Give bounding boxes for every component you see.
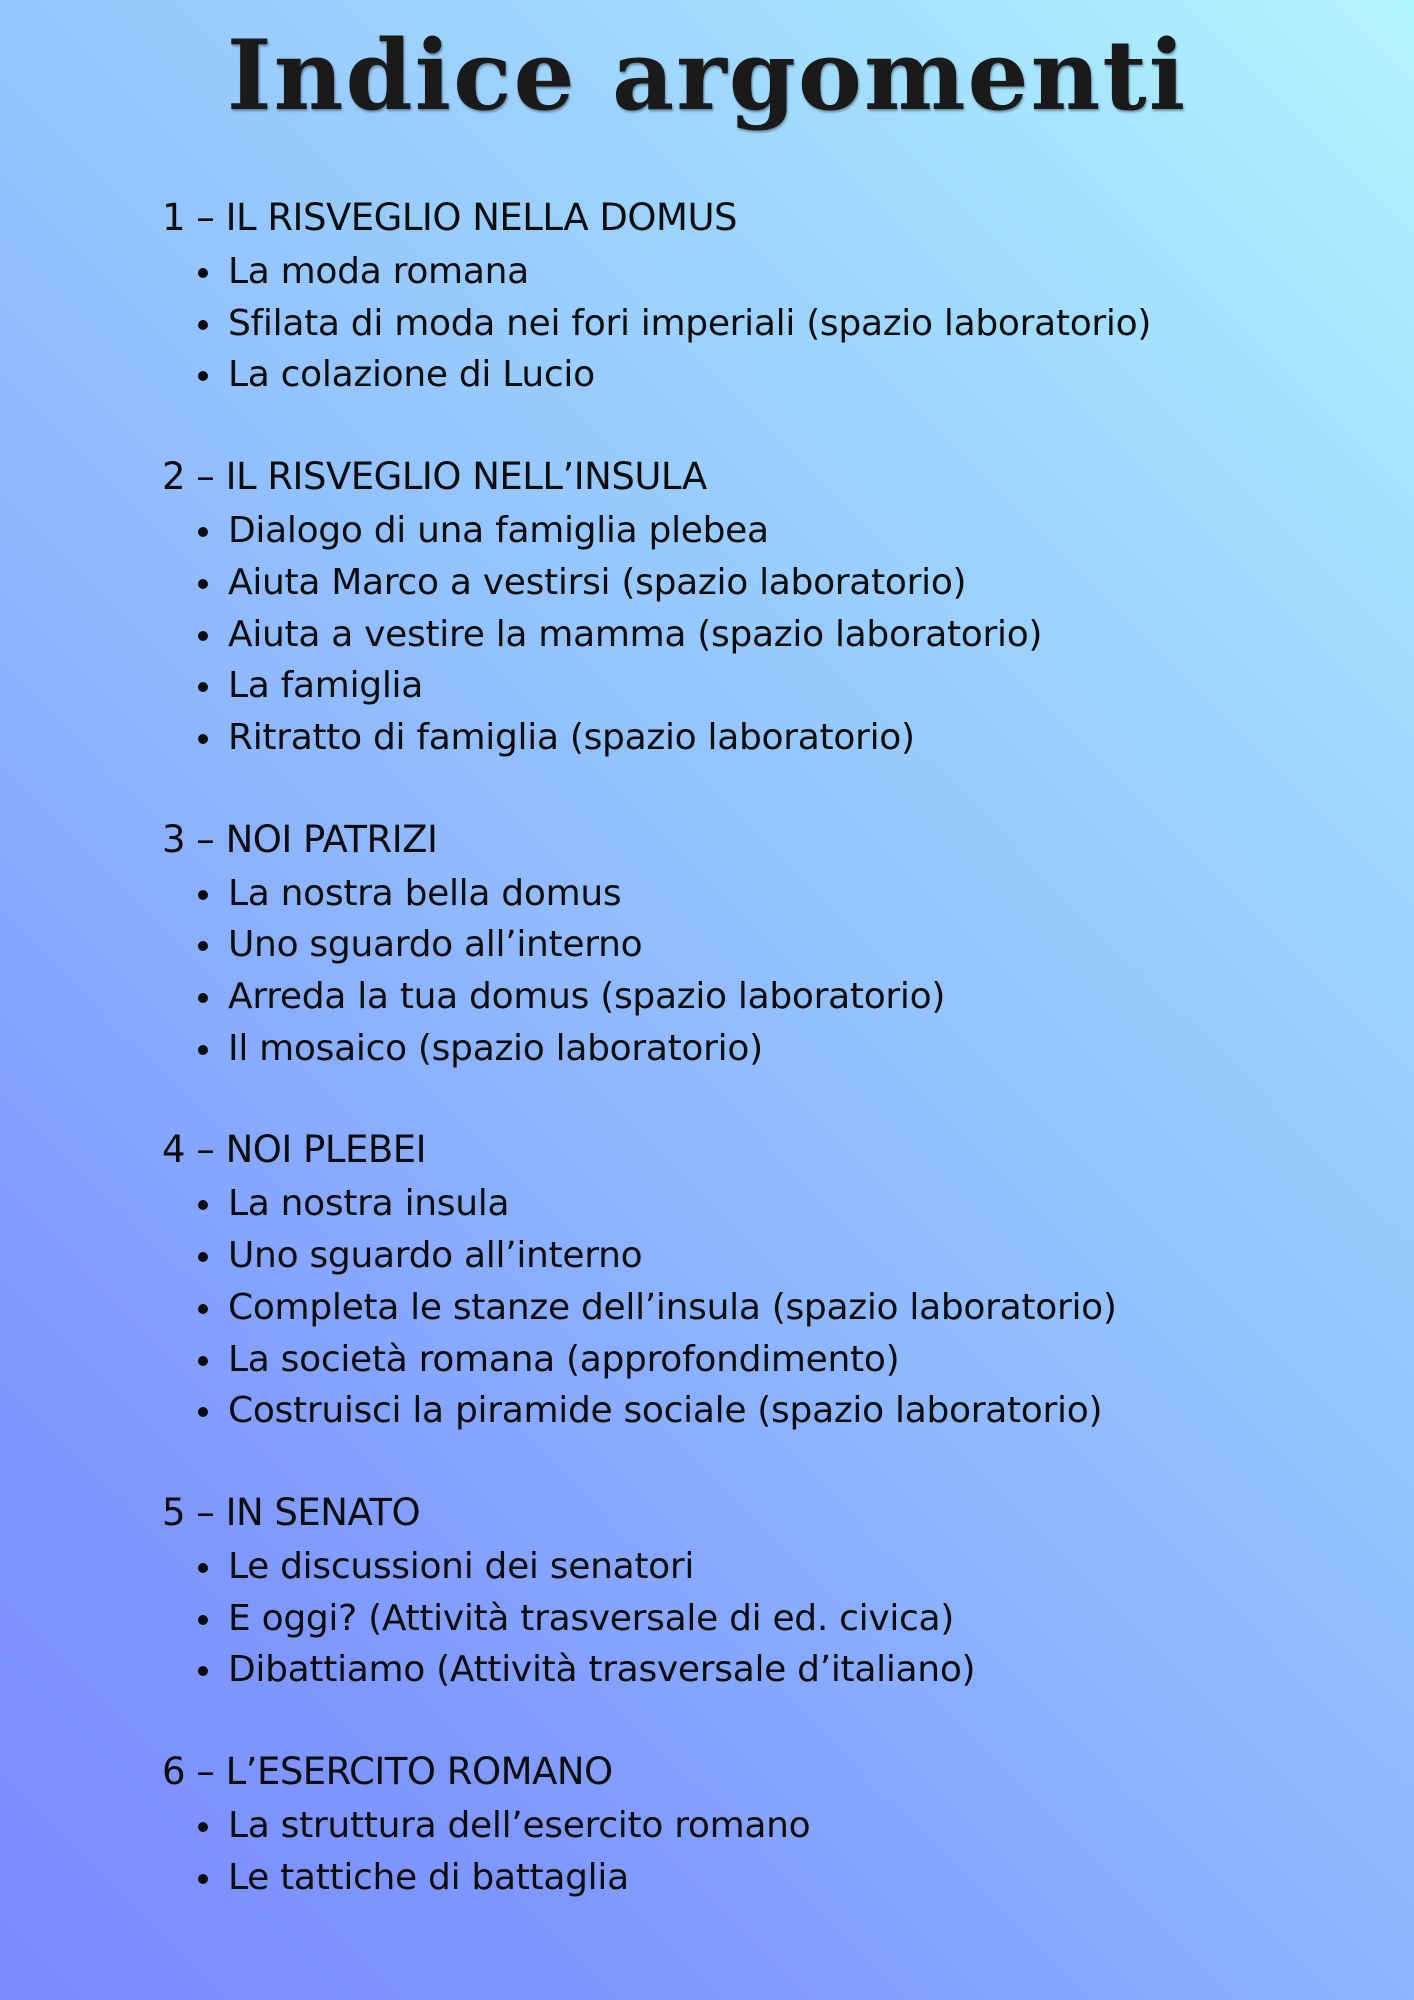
- list-item: [198, 971, 1308, 1023]
- list-item: [198, 1230, 1308, 1282]
- list-item-text: Uno sguardo all’interno: [228, 1235, 643, 1277]
- bullet-icon: [198, 1356, 208, 1366]
- list-item-text: Aiuta a vestire la mamma (spazio laboratorio): [228, 613, 1043, 655]
- bullet-icon: [198, 682, 208, 692]
- section-heading: 1 – IL RISVEGLIO NELLA DOMUS: [162, 196, 738, 239]
- list-item-text: La famiglia: [228, 665, 423, 707]
- bullet-icon: [198, 320, 208, 330]
- list-item: [198, 1178, 1308, 1230]
- bullet-icon: [198, 1304, 208, 1314]
- list-item: [198, 1282, 1308, 1334]
- list-item-text: Completa le stanze dell’insula (spazio laboratorio): [228, 1286, 1117, 1328]
- list-item: [198, 1334, 1308, 1386]
- list-item: [198, 505, 1308, 557]
- section-item-list: [158, 1178, 1308, 1437]
- list-item-text: Le tattiche di battaglia: [228, 1856, 629, 1898]
- section-2: [158, 449, 1308, 764]
- list-item-text: Costruisci la piramide sociale (spazio laboratorio): [228, 1390, 1103, 1432]
- list-item: [198, 1023, 1308, 1075]
- bullet-icon: [198, 1252, 208, 1262]
- section-heading: 4 – NOI PLEBEI: [162, 1128, 427, 1172]
- page-title: Indice argomenti: [226, 19, 1188, 132]
- list-item-text: Dibattiamo (Attività trasversale d’italiano): [228, 1649, 976, 1691]
- list-item-text: Sfilata di moda nei fori imperiali (spazio laboratorio): [228, 302, 1152, 344]
- section-item-list: [158, 868, 1308, 1075]
- list-item-text: Arreda la tua domus (spazio laboratorio): [228, 976, 946, 1018]
- section-item-list: [158, 505, 1308, 764]
- bullet-icon: [198, 371, 208, 381]
- list-item-text: Il mosaico (spazio laboratorio): [228, 1027, 763, 1069]
- bullet-icon: [198, 631, 208, 641]
- bullet-icon: [198, 734, 208, 744]
- list-item-text: La struttura dell’esercito romano: [228, 1805, 811, 1847]
- list-item: [198, 1541, 1308, 1593]
- section-item-list: [158, 1541, 1308, 1696]
- list-item: [198, 1593, 1308, 1645]
- section-6: [158, 1744, 1308, 1903]
- list-item: [198, 349, 1308, 401]
- list-item-text: La nostra insula: [228, 1183, 510, 1225]
- section-item-list: [158, 246, 1308, 401]
- section-heading: 6 – L’ESERCITO ROMANO: [162, 1750, 613, 1794]
- bullet-icon: [198, 941, 208, 951]
- list-item: [198, 298, 1308, 350]
- bullet-icon: [198, 1874, 208, 1884]
- list-item: [198, 1800, 1308, 1852]
- bullet-icon: [198, 993, 208, 1003]
- bullet-icon: [198, 268, 208, 278]
- section-heading: 5 – IN SENATO: [162, 1490, 421, 1534]
- section-heading: 3 – NOI PATRIZI: [162, 817, 438, 861]
- table-of-contents: [158, 190, 1308, 1951]
- list-item-text: Uno sguardo all’interno: [228, 924, 643, 966]
- list-item: [198, 1385, 1308, 1437]
- section-1: [158, 190, 1308, 401]
- section-5: [158, 1485, 1308, 1696]
- list-item-text: Ritratto di famiglia (spazio laboratorio): [228, 716, 915, 758]
- bullet-icon: [198, 527, 208, 537]
- bullet-icon: [198, 1407, 208, 1417]
- list-item: [198, 1852, 1308, 1904]
- list-item-text: La moda romana: [228, 251, 529, 292]
- list-item-text: La società romana (approfondimento): [228, 1338, 900, 1380]
- list-item-text: Dialogo di una famiglia plebea: [228, 510, 769, 552]
- list-item: [198, 246, 1308, 298]
- bullet-icon: [198, 1666, 208, 1676]
- bullet-icon: [198, 1045, 208, 1055]
- section-heading: 2 – IL RISVEGLIO NELL’INSULA: [162, 455, 707, 499]
- list-item: [198, 557, 1308, 609]
- list-item-text: E oggi? (Attività trasversale di ed. civica): [228, 1597, 955, 1639]
- list-item: [198, 712, 1308, 764]
- bullet-icon: [198, 1200, 208, 1210]
- bullet-icon: [198, 579, 208, 589]
- list-item-text: Aiuta Marco a vestirsi (spazio laboratorio): [228, 561, 967, 603]
- section-item-list: [158, 1800, 1308, 1903]
- bullet-icon: [198, 1615, 208, 1625]
- section-4: [158, 1122, 1308, 1437]
- list-item: [198, 919, 1308, 971]
- list-item-text: Le discussioni dei senatori: [228, 1545, 695, 1587]
- bullet-icon: [198, 1822, 208, 1832]
- list-item-text: La nostra bella domus: [228, 872, 622, 914]
- list-item-text: La colazione di Lucio: [228, 354, 595, 396]
- bullet-icon: [198, 890, 208, 900]
- section-3: [158, 812, 1308, 1075]
- list-item: [198, 1644, 1308, 1696]
- list-item: [198, 868, 1308, 920]
- list-item: [198, 660, 1308, 712]
- list-item: [198, 609, 1308, 661]
- bullet-icon: [198, 1563, 208, 1573]
